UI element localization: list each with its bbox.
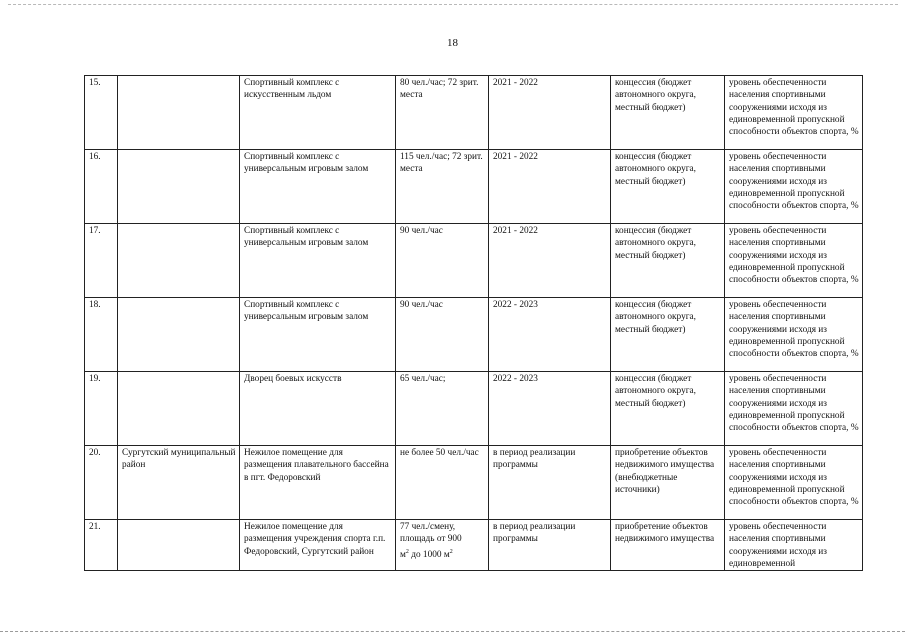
object-cell: Нежилое помещение для размещения учреждения спорта г.п. Федоровский, Сургутский район (240, 520, 396, 571)
capacity-cell: 65 чел./час; (396, 372, 489, 446)
facilities-table (84, 75, 863, 571)
row-number: 15. (85, 76, 118, 150)
object-cell: Спортивный комплекс с универсальным игровым залом (240, 224, 396, 298)
period-cell: в период реализации программы (489, 520, 611, 571)
capacity-line: площадь от 900 (400, 534, 462, 545)
row-number: 17. (85, 224, 118, 298)
object-cell: Дворец боевых искусств (240, 372, 396, 446)
row-number: 16. (85, 150, 118, 224)
period-cell: 2022 - 2023 (489, 372, 611, 446)
municipality-cell: Сургутский муниципальный район (118, 446, 240, 520)
indicator-cell: уровень обеспеченности населения спортивными сооружениями исходя из единовременной пропускной способности объектов спорта, % (725, 298, 863, 372)
mechanism-cell: концессия (бюджет автономного округа, местный бюджет) (611, 150, 725, 224)
area-range: до 1000 м (408, 549, 450, 560)
object-cell: Нежилое помещение для размещения плавательного бассейна в пгт. Федоровский (240, 446, 396, 520)
period-cell: 2021 - 2022 (489, 150, 611, 224)
capacity-area-line (400, 546, 485, 561)
table-row (85, 372, 863, 446)
capacity-cell: 80 чел./час; 72 зрит. места (396, 76, 489, 150)
period-cell: 2021 - 2022 (489, 224, 611, 298)
mechanism-cell: концессия (бюджет автономного округа, местный бюджет) (611, 76, 725, 150)
period-cell: 2021 - 2022 (489, 76, 611, 150)
capacity-cell: 90 чел./час (396, 224, 489, 298)
mechanism-cell: приобретение объектов недвижимого имущества (внебюджетные источники) (611, 446, 725, 520)
table-row (85, 446, 863, 520)
row-number: 18. (85, 298, 118, 372)
indicator-cell: уровень обеспеченности населения спортивными сооружениями исходя из единовременной пропускной способности объектов спорта, % (725, 446, 863, 520)
capacity-cell: 115 чел./час; 72 зрит. места (396, 150, 489, 224)
area-unit: м (400, 549, 406, 560)
row-number: 21. (85, 520, 118, 571)
period-cell: в период реализации программы (489, 446, 611, 520)
table-row (85, 76, 863, 150)
indicator-cell: уровень обеспеченности населения спортивными сооружениями исходя из единовременной пропускной способности объектов спорта, % (725, 372, 863, 446)
table-row (85, 520, 863, 571)
indicator-cell: уровень обеспеченности населения спортивными сооружениями исходя из единовременной пропускной способности объектов спорта, % (725, 224, 863, 298)
capacity-cell: не более 50 чел./час (396, 446, 489, 520)
municipality-cell (118, 372, 240, 446)
mechanism-cell: концессия (бюджет автономного округа, местный бюджет) (611, 372, 725, 446)
row-number: 20. (85, 446, 118, 520)
municipality-cell (118, 298, 240, 372)
municipality-cell (118, 224, 240, 298)
table-row (85, 224, 863, 298)
object-cell: Спортивный комплекс с универсальным игровым залом (240, 298, 396, 372)
area-superscript: 2 (449, 548, 453, 555)
table-row (85, 150, 863, 224)
row-number: 19. (85, 372, 118, 446)
scan-edge-top (8, 4, 898, 5)
indicator-cell: уровень обеспеченности населения спортивными сооружениями исходя из единовременной (725, 520, 863, 571)
capacity-cell (396, 520, 489, 571)
municipality-cell (118, 150, 240, 224)
capacity-cell: 90 чел./час (396, 298, 489, 372)
scan-edge-bottom (0, 631, 905, 632)
area-superscript: 2 (405, 548, 409, 555)
indicator-cell: уровень обеспеченности населения спортивными сооружениями исходя из единовременной пропускной способности объектов спорта, % (725, 150, 863, 224)
mechanism-cell: приобретение объектов недвижимого имущества (611, 520, 725, 571)
indicator-cell: уровень обеспеченности населения спортивными сооружениями исходя из единовременной пропускной способности объектов спорта, % (725, 76, 863, 150)
mechanism-cell: концессия (бюджет автономного округа, местный бюджет) (611, 298, 725, 372)
object-cell: Спортивный комплекс с искусственным льдом (240, 76, 396, 150)
capacity-line: 77 чел./смену, (400, 522, 456, 532)
object-cell: Спортивный комплекс с универсальным игровым залом (240, 150, 396, 224)
page-number: 18 (447, 37, 458, 49)
table-row (85, 298, 863, 372)
mechanism-cell: концессия (бюджет автономного округа, местный бюджет) (611, 224, 725, 298)
period-cell: 2022 - 2023 (489, 298, 611, 372)
municipality-cell (118, 520, 240, 571)
municipality-cell (118, 76, 240, 150)
